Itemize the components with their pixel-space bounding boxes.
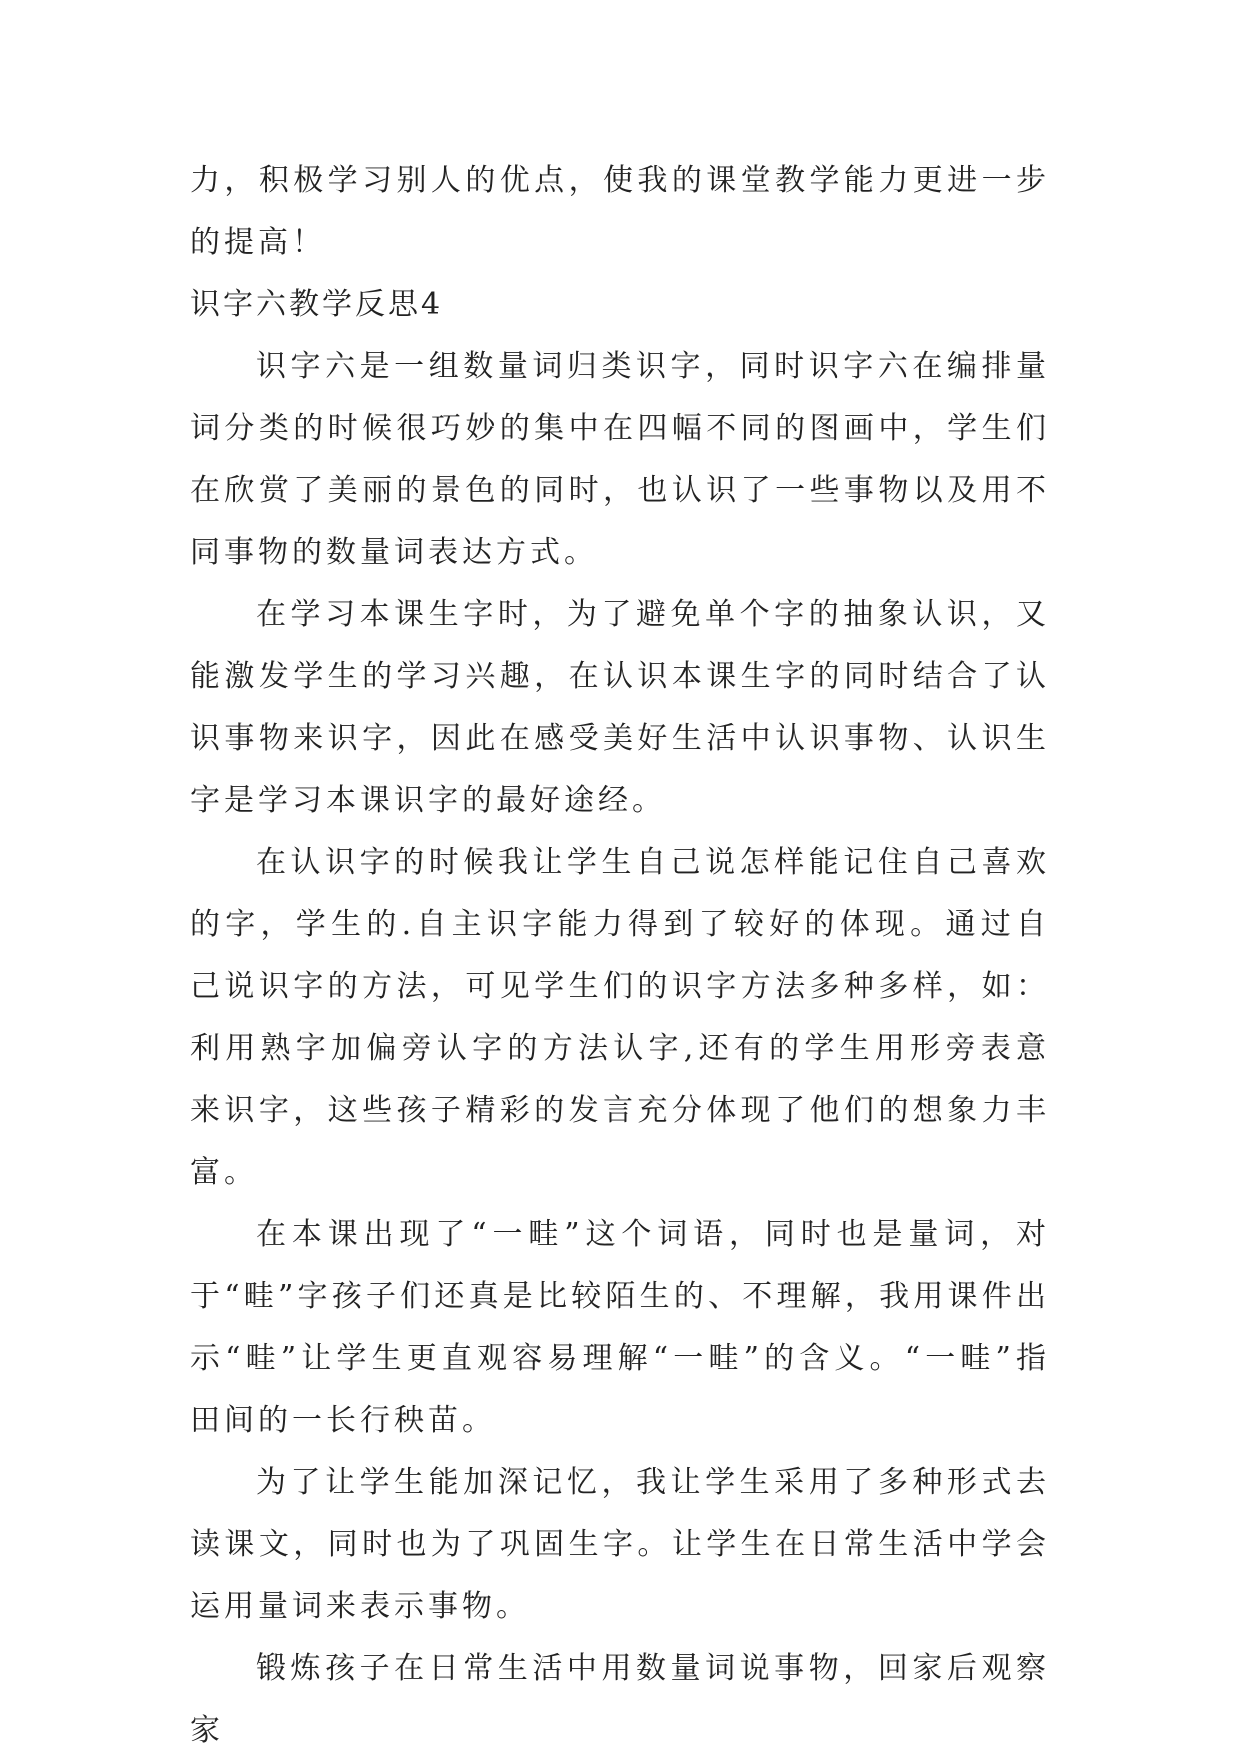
paragraph: 为了让学生能加深记忆，我让学生采用了多种形式去读课文，同时也为了巩固生字。让学生在日常生活中学会运用量词来表示事物。 <box>190 1465 1050 1624</box>
section-heading: 识字六教学反思4 <box>190 287 444 322</box>
paragraph: 在本课出现了“一畦”这个词语，同时也是量词，对于“畦”字孩子们还真是比较陌生的、不理解，我用课件出示“畦”让学生更直观容易理解“一畦”的含义。“一畦”指田间的一长行秧苗。 <box>190 1217 1050 1438</box>
paragraph: 在学习本课生字时，为了避免单个字的抽象认识，又能激发学生的学习兴趣，在认识本课生字的同时结合了认识事物来识字，因此在感受美好生活中认识事物、认识生字是学习本课识字的最好途经。 <box>190 597 1050 818</box>
paragraph: 识字六是一组数量词归类识字，同时识字六在编排量词分类的时候很巧妙的集中在四幅不同的图画中，学生们在欣赏了美丽的景色的同时，也认识了一些事物以及用不同事物的数量词表达方式。 <box>190 349 1050 570</box>
paragraph: 在认识字的时候我让学生自己说怎样能记住自己喜欢的字，学生的.自主识字能力得到了较好的体现。通过自己说识字的方法，可见学生们的识字方法多种多样，如：利用熟字加偏旁认字的方法认字,还有的学生用形旁表意来识字，这些孩子精彩的发言充分体现了他们的想象力丰富。 <box>190 845 1050 1190</box>
paragraph-continuation: 力，积极学习别人的优点，使我的课堂教学能力更进一步的提高！ <box>190 163 1050 260</box>
document-body <box>190 150 1050 1762</box>
paragraph: 锻炼孩子在日常生活中用数量词说事物，回家后观察家 <box>190 1651 1050 1748</box>
